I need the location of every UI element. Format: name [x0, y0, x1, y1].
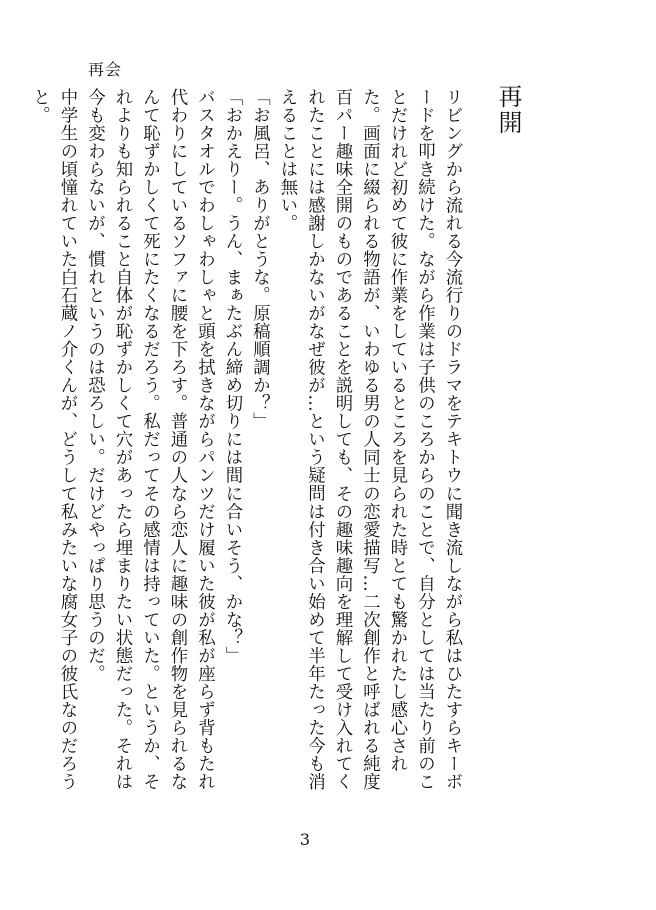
paragraph-5: 中学生の頃憧れていた白石蔵ノ介くんが、どうして私みたいな腐女子の彼氏なのだろうと。: [29, 88, 77, 791]
vertical-body-text: [29, 88, 465, 808]
paragraph-4: バスタオルでわしゃわしゃと頭を拭きながらパンツだけ履いた彼が私が座らず背もたれ代わりにしているソファに腰を下ろす。普通の人なら恋人に趣味の創作物を見られるなんて恥ずかしくて死にたくなるだろう。私だってその感情は持っていた。というか、それよりも知られること自体が恥ずかしくて穴があったら埋まりたい状態だった。それは今も変わらないが、慣れというのは恐ろしい。だけどやっぱり思うのだ。: [84, 88, 215, 791]
running-header: 再会: [88, 60, 123, 79]
chapter-title: 再開: [494, 84, 522, 136]
paragraph-1: リビングから流れる今流行りのドラマをテキトウに聞き流しながら私はひたすらキーボードを叩き続けた。ながら作業は子供のころからのことで、自分としては当たり前のことだけれど初めて彼に作業をしているところを見られた時とても驚かれたし感心された。画面に綴られる物語が、いわゆる男の人同士の恋愛描写…二次創作と呼ばれる純度百パー趣味全開のものであることを説明しても、その趣味趣向を理解して受け入れてくれたことには感謝しかないがなぜ彼が…という疑問は付き合い始めて半年たった今も消えることは無い。: [277, 88, 462, 791]
paragraph-3: 「おかえりー。うん、まぁたぶん締め切りには間に合いそう、かな？」: [222, 88, 242, 665]
paragraph-2: 「お風呂、ありがとうな。原稿順調か？」: [249, 88, 270, 431]
page-number: 3: [299, 830, 311, 849]
